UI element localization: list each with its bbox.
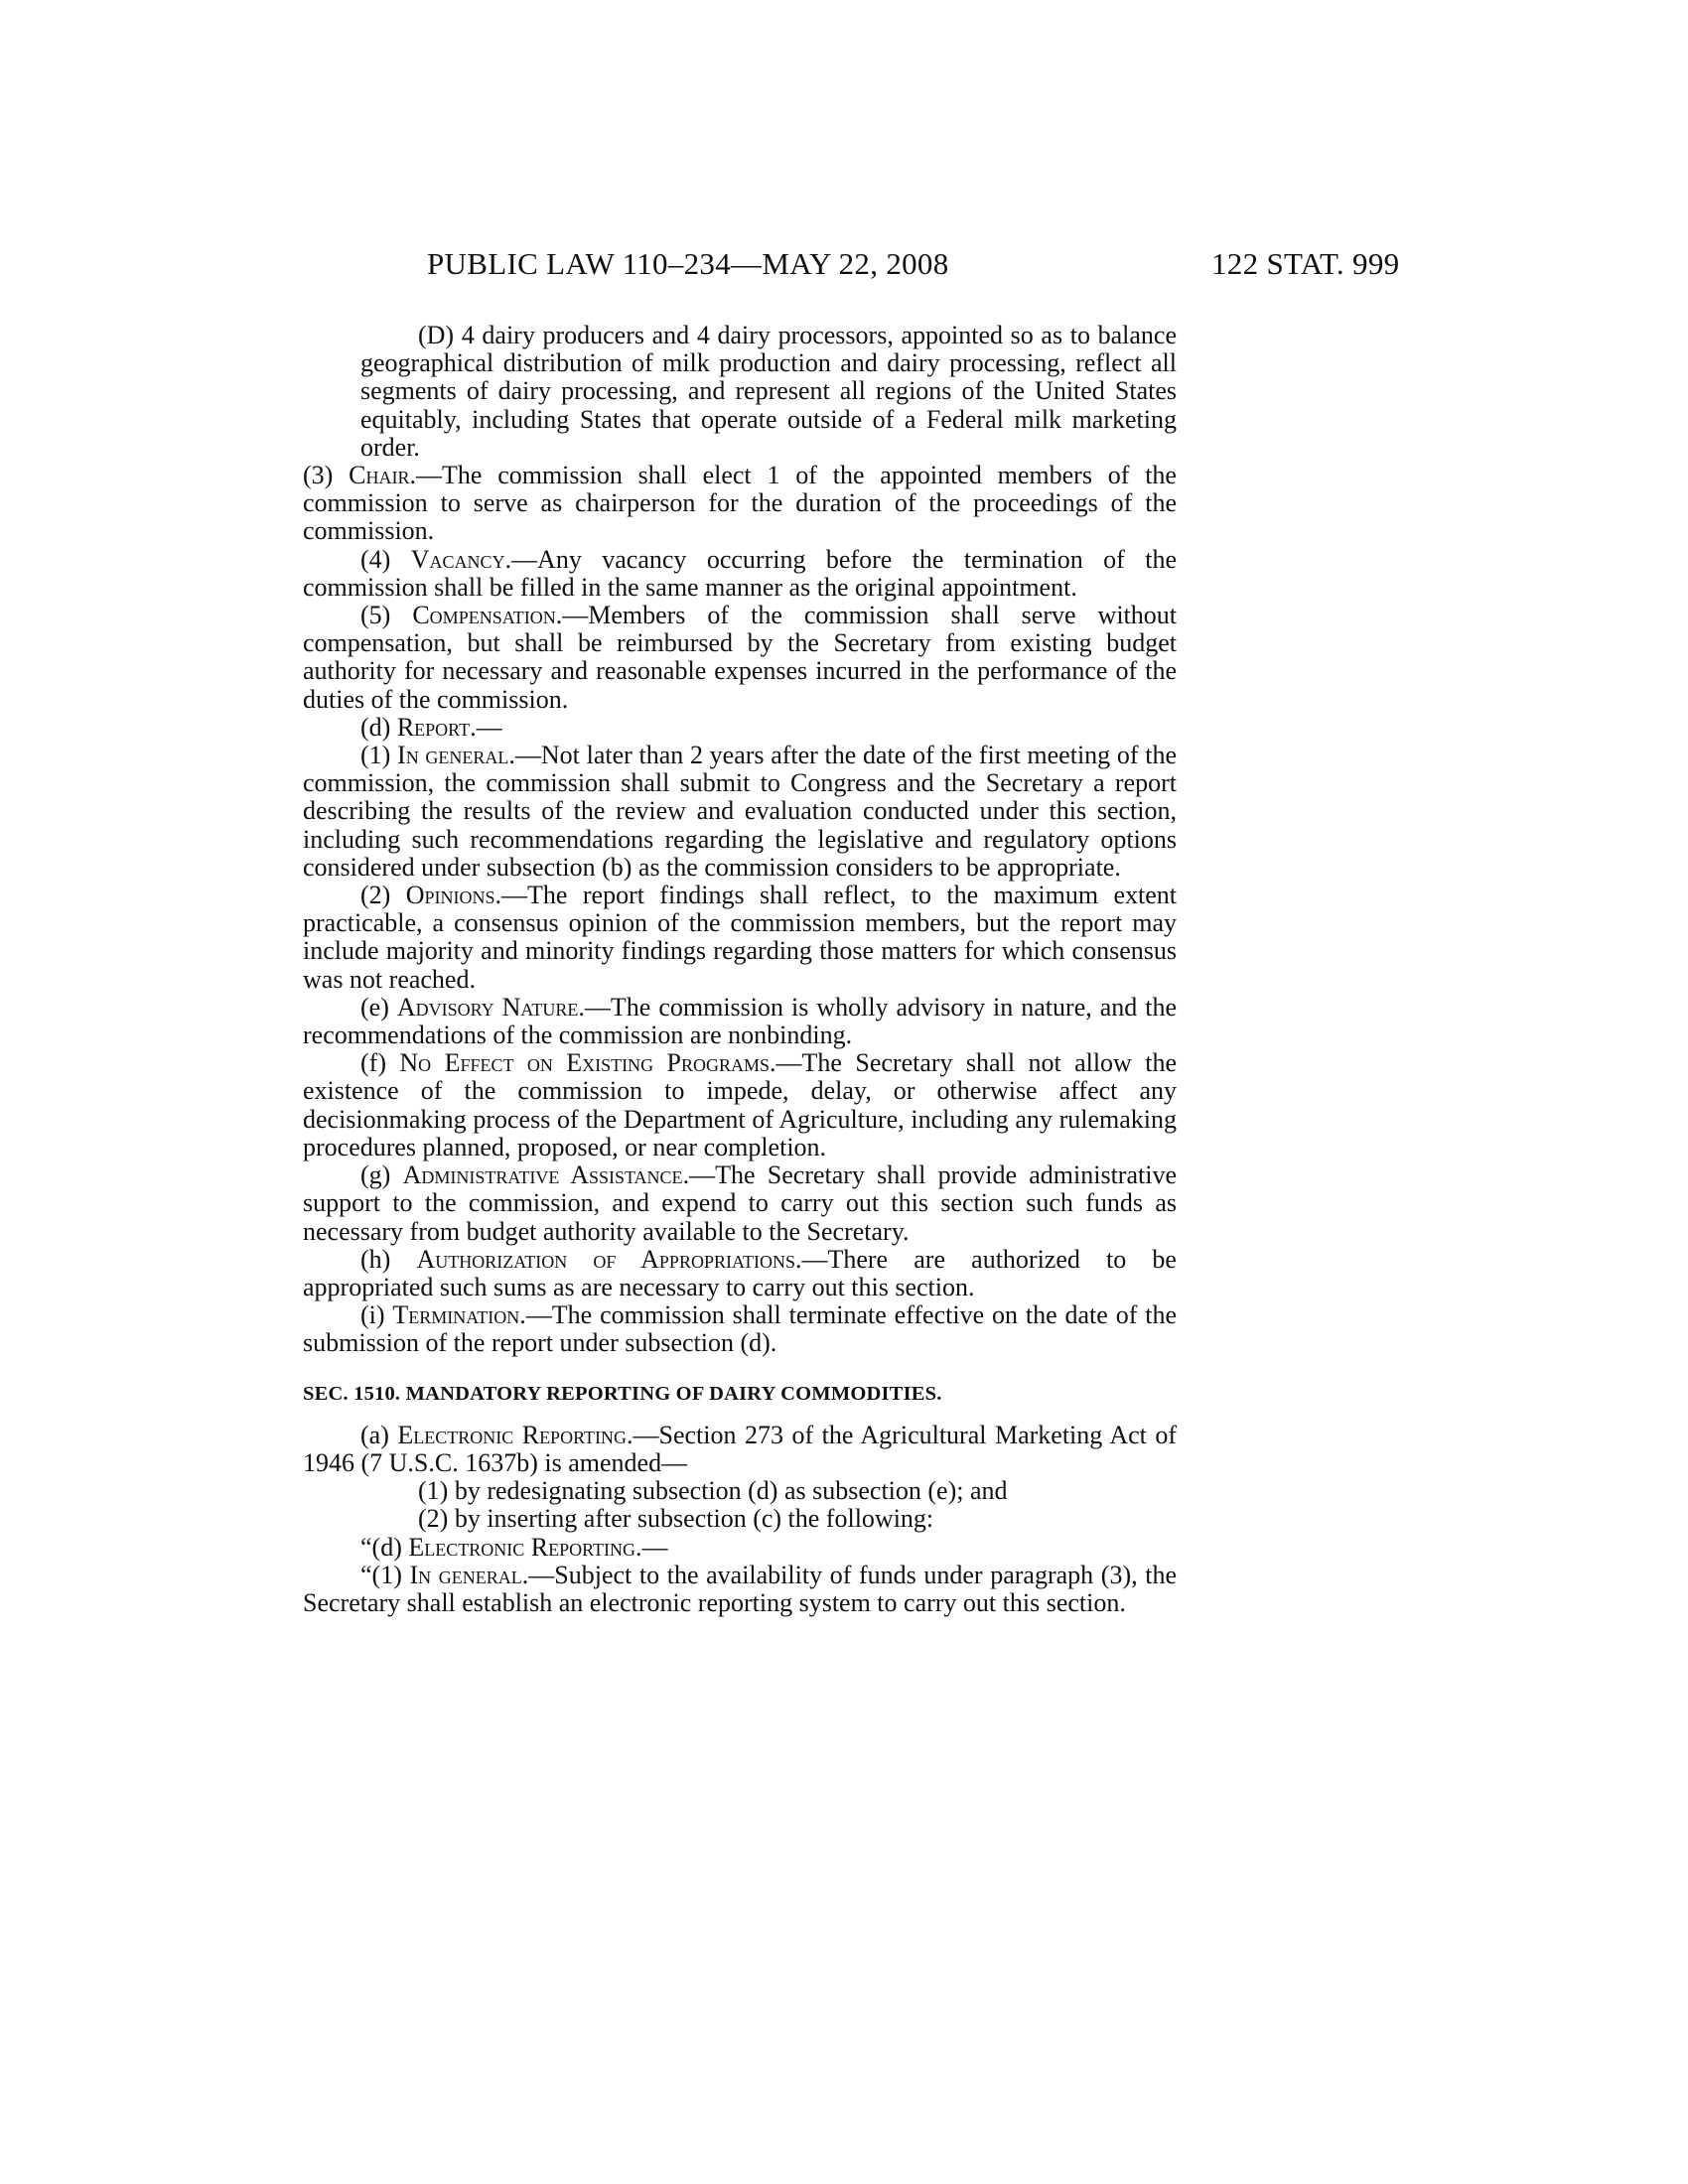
paragraph-no-effect: (f) No Effect on Existing Programs.—The Secretary shall not allow the existence of the commission to impede, delay, or otherwise affect any decisionmaking process of the Department of Agriculture, including any rulemaking procedures planned, proposed, or near completion. [303, 1048, 1178, 1161]
paragraph-quoted-in-general: “(1) In general.—Subject to the availability of funds under paragraph (3), the Secretary shall establish an electronic reporting system to carry out this section. [303, 1560, 1177, 1617]
paragraph-advisory-nature: (e) Advisory Nature.—The commission is wholly advisory in nature, and the recommendations of the commission are nonbinding. [303, 992, 1178, 1050]
paragraph-quoted-d: “(d) Electronic Reporting.— [360, 1532, 668, 1562]
paragraph-vacancy: (4) Vacancy.—Any vacancy occurring before the termination of the commission shall be filled in the same manner as the original appointment. [303, 544, 1177, 602]
paragraph-inserting: (2) by inserting after subsection (c) the following: [418, 1504, 934, 1534]
paragraph-D: (D) 4 dairy producers and 4 dairy processors, appointed so as to balance geographical distribution of milk production and dairy processing, reflect all segments of dairy processing, and represent all regions of the United States equitably, including States that operate outside of a Federal milk marketing order. [360, 321, 1177, 462]
paragraph-redesignating: (1) by redesignating subsection (d) as subsection (e); and [418, 1476, 1008, 1506]
paragraph-administrative-assistance: (g) Administrative Assistance.—The Secretary shall provide administrative support to the commission, and expend to carry out this section such funds as necessary from budget authority available to the Secretary. [303, 1160, 1177, 1246]
paragraph-authorization: (h) Authorization of Appropriations.—There are authorized to be appropriated such sums as are necessary to carry out this section. [303, 1244, 1177, 1301]
running-header-title: PUBLIC LAW 110–234—MAY 22, 2008 [427, 246, 949, 281]
page-number: 122 STAT. 999 [1211, 246, 1400, 281]
paragraph-electronic-reporting: (a) Electronic Reporting.—Section 273 of the Agricultural Marketing Act of 1946 (7 U.S.C. 1637b) is amended— [303, 1420, 1178, 1477]
section-heading: SEC. 1510. MANDATORY REPORTING OF DAIRY COMMODITIES. [303, 1382, 942, 1405]
paragraph-report-in-general: (1) In general.—Not later than 2 years after the date of the first meeting of the commission, the commission shall submit to Congress and the Secretary a report describing the results of the review and evaluation conducted under this section, including such recommendations regarding the legislative and regulatory options considered under subsection (b) as the commission considers to be appropriate. [303, 741, 1177, 882]
paragraph-report-heading: (d) Report.— [360, 712, 502, 742]
paragraph-compensation: (5) Compensation.—Members of the commission shall serve without compensation, but shall be reimbursed by the Secretary from existing budget authority for necessary and reasonable expenses incurred in the performance of the duties of the commission. [303, 601, 1177, 714]
paragraph-chair: (3) Chair.—The commission shall elect 1 of the appointed members of the commission to serve as chairperson for the duration of the proceedings of the commission. [303, 461, 1177, 546]
paragraph-termination: (i) Termination.—The commission shall terminate effective on the date of the submission of the report under subsection (d). [303, 1300, 1177, 1358]
document-body [303, 322, 1177, 1617]
paragraph-opinions: (2) Opinions.—The report findings shall reflect, to the maximum extent practicable, a consensus opinion of the commission members, but the report may include majority and minority findings regarding those matters for which consensus was not reached. [303, 881, 1177, 994]
